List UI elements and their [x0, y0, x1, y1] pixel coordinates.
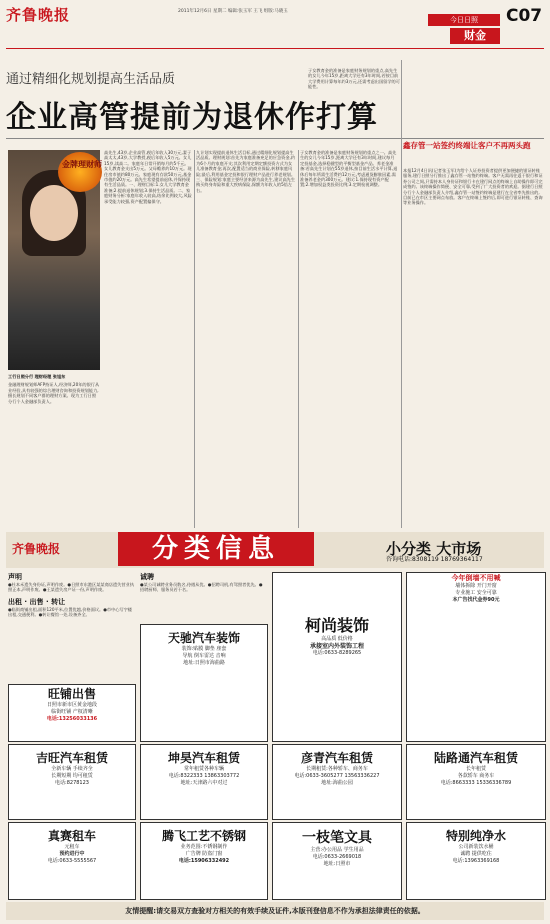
ad-box	[272, 744, 402, 820]
column-divider	[401, 60, 402, 528]
ad-line: 承接室内外装饰工程	[309, 643, 364, 650]
hiring-section	[140, 572, 266, 620]
ad-line: 地址:海曲公园	[321, 780, 353, 786]
ad-line: 各款轿车 商务车	[457, 773, 495, 779]
author-caption	[8, 374, 100, 404]
ad-line: 电话:8663333 15336336789	[440, 780, 512, 786]
author-face	[30, 185, 78, 241]
sidebar-body: 本报12月4日讯(记者张玉军)为给个人证券投资者提供更加便捷的银证转账服务,建行日照分行推出了鑫存管一站签约终端。客户无需再往返于银行和证券公司之间,只需持本人身份证和银行卡在建行网点的终端上自助操作即可完成签约。该终端操作简便、安全可靠,受到了广大投资者的欢迎。据建行日照分行个人金融部负责人介绍,鑫存管一站签约终端是建行在全省率先推出的,目前已在市区主要网点布放。客户在终端上签约后,即可进行银证转账、查询等业务操作。	[403, 168, 543, 206]
ad-line: 地址:日照市海曲路	[183, 660, 225, 666]
ad-line: 常年租赁各种车辆	[183, 766, 224, 772]
ad-line: 诚聘 提供吃住	[460, 851, 492, 857]
ad-line: 公司新装饮水桶	[458, 844, 494, 850]
ad-line: 地址:天津路六中对过	[180, 780, 228, 786]
ad-box	[272, 822, 402, 900]
ad-title: 特别纯净水	[445, 829, 506, 843]
ad-line: 电话:8322333 13863303772	[168, 773, 240, 779]
ad-line: 电话:0633-2669018	[312, 854, 362, 860]
column-divider	[298, 150, 299, 528]
classifieds-slogan: 小分类 大市场	[386, 540, 482, 558]
ad-box	[140, 744, 268, 820]
gold-badge-icon	[58, 152, 102, 192]
section-text: ●某公司诚聘业务员数名,待遇从优。●招聘司机,有驾照者优先。●招聘厨师、服务员若干名。	[140, 582, 263, 593]
ad-title: 吉旺汽车租赁	[35, 751, 108, 765]
ad-title: 腾飞工艺不锈钢	[161, 829, 246, 843]
ad-line: 高品质 低价格	[321, 636, 353, 642]
article-headline: 企业高管提前为退休作打算	[6, 100, 378, 135]
ad-line: 广告牌 防盗门窗	[185, 851, 223, 857]
sidebar-title: 鑫存管一站签约终端让客户不再两头跑	[403, 141, 531, 150]
ad-line: 墙体拆除 开门开窗	[455, 583, 497, 589]
article-column-1: 高先生,43岁,企业高管,税后年收入30万元,妻子高太太,43岁,大学教授,税后年收入5万元。女儿15岁,读高二。家庭年日常开销每月约5千元。女儿教育金支出5万元。父母赡养约10万元。现住房市值约80万元。家庭现有存款50万元,基金市值约20万元。高先生希望提前退休,并保持现有生活品质。一、理财目标:1.女儿大学教育金准备;2.提前退休规划;3.保持生活品质。二、家庭财务分析:家庭年收入较高,结余比例较大,风险承受能力较强,资产配置偏保守。	[104, 150, 192, 204]
ad-title: 旺铺出售	[47, 687, 96, 701]
ad-title: 一枝笔文具	[302, 830, 372, 846]
today-label: 今日日照	[428, 14, 500, 26]
ad-line: 导航 倒车雷达 音响	[182, 653, 226, 659]
ad-line: 业务范围:不锈钢制作	[180, 844, 228, 850]
ad-line: 电话:13256033136	[46, 716, 98, 722]
caption-name: 工行日照分行 理财经理 张旭东	[8, 374, 66, 379]
article-column-4: 子女教育金的准备是家庭财务规划的重点,高先生的女儿今年15岁,距离大学还有3年时间,若按目前大学费用计算每年约3万元,还需考虑出国留学的可能性。	[308, 68, 400, 90]
ad-line: 专业施工 安全可靠	[455, 590, 497, 596]
ad-line: 长期短期 均可租赁	[51, 773, 93, 779]
ad-line: 电话:8278123	[55, 780, 89, 786]
ad-line: 主营:办公用品 学生用品	[310, 847, 364, 853]
section-text: ●杜本禾遗失身份证,声明作废。●日照市东港区某某商店遗失营业执照正本,声明作废。●王某遗失房产证一份,声明作废。	[8, 582, 134, 593]
ad-box	[406, 572, 546, 742]
ad-line: 全新车辆 手续齐全	[51, 766, 93, 772]
article-subhead: 通过精细化规划提高生活品质	[6, 72, 176, 87]
ad-line: 元租车	[64, 844, 80, 850]
ad-title: 真赛租车	[47, 829, 96, 843]
masthead: 齐鲁晚报	[6, 6, 71, 24]
classifieds-phone: 咨询电话:8308119 18769364117	[386, 556, 483, 563]
ad-line: 电话:0633-5555567	[47, 858, 97, 864]
ad-line: 长期租赁:各种轿车、商务车	[306, 766, 368, 772]
ad-title: 彦青汽车租赁	[300, 751, 373, 765]
article-column-3: 子女教育金的准备是家庭财务规划的重点之一。高先生的女儿今年15岁,距离大学还有3年时间,建议每月定投基金,选择稳健型的平衡型基金产品。养老金准备:若高先生计划在55岁退休,按目前生活水平计算,退休后每年所需生活费约12万元,考虑通货膨胀因素,需准备养老金约300万元。建议:1.保持现有资产配置;2.增加权益类投资比例;3.定期检视调整。	[300, 150, 398, 188]
ad-box	[406, 822, 546, 900]
section-text: ●临街商铺出租,面积120平米,位置优越,价格面议。●市中心写字楼出租,交通便利。●转让餐馆一处,设备齐全。	[8, 606, 132, 618]
ad-title: 陆路通汽车租赁	[433, 751, 518, 765]
ad-title: 今年倒墙不用喊	[451, 574, 501, 582]
ad-line: 装饰:贴膜 脚垫 座套	[181, 646, 227, 652]
ad-title: 天驰汽车装饰	[167, 631, 240, 645]
ad-box	[140, 822, 268, 900]
notice-section	[8, 572, 134, 682]
ad-line: 电话:13963369168	[452, 858, 500, 864]
ad-line: 日照市新市区黄金地段	[46, 702, 97, 708]
ad-title: 坤昊汽车租赁	[167, 751, 240, 765]
headline-rule	[6, 138, 544, 139]
section-title: 出租 · 出售 · 转让	[8, 597, 66, 606]
ad-box	[8, 822, 136, 900]
ad-line: 本广告找代金券90元	[452, 597, 500, 603]
column-divider	[194, 150, 195, 528]
section-title: 声明	[8, 573, 22, 581]
header-meta: 2011年12月6日 星期二 编辑:张玉军 王飞 组版:马晓玉	[178, 9, 288, 14]
classifieds-logo: 齐鲁晚报	[12, 542, 61, 556]
ad-line: 长年租赁	[465, 766, 486, 772]
page-number: C07	[506, 6, 543, 26]
caption-body: 金融理财规划师AFP持证人,经济师,20年的银行从业经验,具有较强的综合理财咨询和投资规划能力,擅长规划不同客户群的理财方案。现为工行日照分行个人金融部负责人。	[8, 382, 100, 404]
ad-box	[272, 572, 402, 742]
ad-title: 柯尚装饰	[304, 616, 369, 635]
classifieds-footer: 友情提醒:请交易双方查验对方相关的有效手续及证件,本版刊登信息不作为承担法律责任的依据。	[6, 902, 544, 920]
section-label: 财金	[450, 28, 500, 44]
ad-line: 电话:15906332492	[178, 858, 230, 864]
ad-box	[140, 624, 268, 742]
ad-box	[8, 684, 136, 742]
section-title: 诚聘	[140, 573, 154, 581]
ad-line: 预约进行中	[59, 851, 85, 857]
header-rule	[6, 48, 544, 49]
classifieds-title: 分类信息	[118, 532, 314, 566]
article-column-2: 九计划实现提前退休生活目标,通过精细化规划提高生活品质。理财规划:首先为家庭准备充足的应急资金,约为6个月的家庭开支;其次利用定期定额投资方式为女儿准备教育金;再次,配置适当的商业保险,转移家庭风险;最后,利用基金定投和银行理财产品进行养老规划。三、保险规划:家庭主要经济来源为高先生,建议高先生购买终身寿险和重大疾病保险,保额为年收入的5倍左右。	[196, 150, 296, 193]
ad-line: 电话:0633-3605277 13563336227	[294, 773, 380, 779]
ad-box	[406, 744, 546, 820]
ad-line: 临街旺铺 产权清晰	[51, 709, 93, 715]
badge-label: 金牌理财师	[62, 160, 102, 169]
ad-box	[8, 744, 136, 820]
ad-line: 电话:0633-8289265	[312, 650, 362, 656]
ad-line: 地址:日照市	[323, 861, 351, 867]
